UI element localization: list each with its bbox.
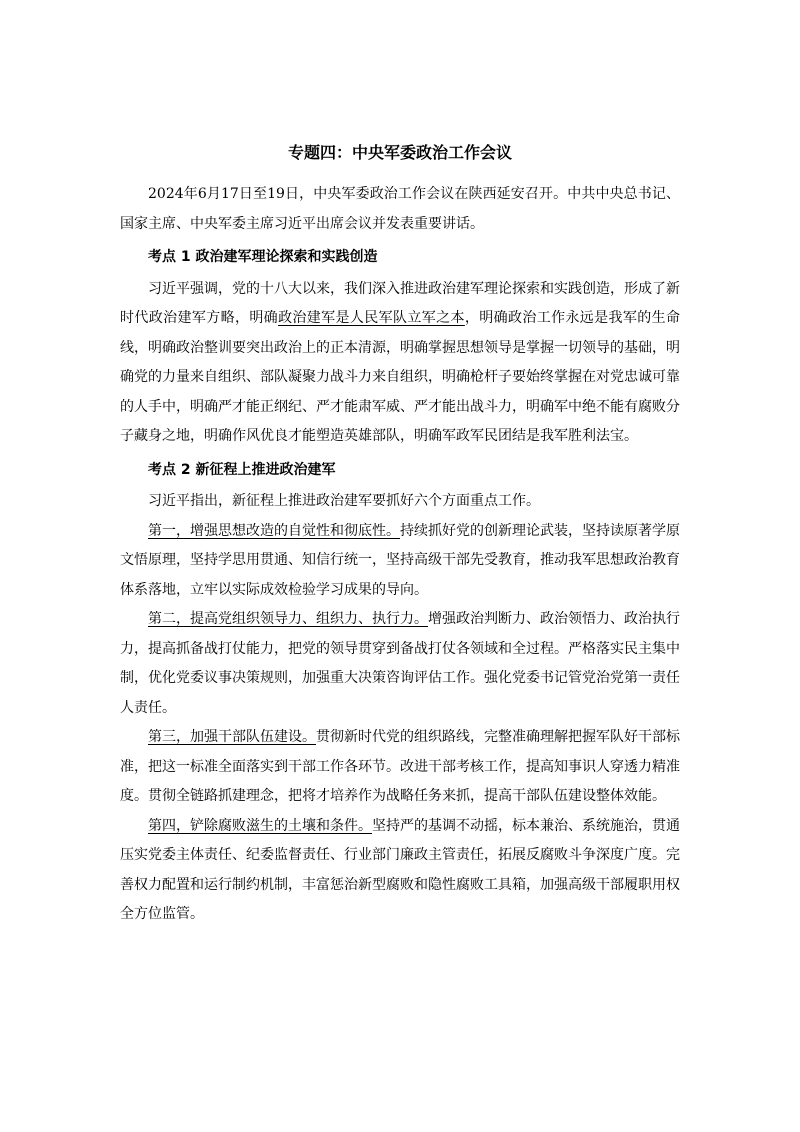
point-3-text: 贯彻新时代党的组织路线，完整准确理解把握军队好干部标准，把这一标准全面落实到干部工作各环节。改进干部考核工作，提高知事识人穿透力精准度。贯彻全链路抓建理念，把将才培养作为战略任务来抓，提高干部队伍建设整体效能。 [120, 729, 680, 804]
point-2-text: 增强政治判断力、政治领悟力、政治执行力，提高抓备战打仗能力，把党的领导贯穿到备战打仗各领域和全过程。严格落实民主集中制，优化党委议事决策规则，加强重大决策咨询评估工作。强化党委书记管党治党第一责任人责任。 [120, 611, 680, 716]
point-4-text: 坚持严的基调不动摇，标本兼治、系统施治，贯通压实党委主体责任、纪委监督责任、行业部门廉政主管责任，拓展反腐败斗争深度广度。完善权力配置和运行制约机制，丰富惩治新型腐败和隐性腐败工具箱，加强高级干部履职用权全方位监管。 [120, 817, 680, 922]
section-1-paragraph [120, 275, 680, 452]
section-1-text-before: 习近平强调，党的十八大以来，我们深入推进政治建军理论探索和实践创造，形成了新时代政治建军方略，明确 [120, 280, 680, 326]
document-body [120, 180, 680, 930]
point-paragraph-3 [120, 723, 680, 812]
point-paragraph-4 [120, 812, 680, 930]
point-paragraph-1 [120, 517, 680, 606]
point-4-heading: 第四，铲除腐败滋生的土壤和条件。 [148, 817, 372, 834]
point-3-heading: 第三，加强干部队伍建设。 [148, 729, 316, 745]
section-2-heading: 考点 2 新征程上推进政治建军 [148, 461, 336, 478]
intro-paragraph: 2024年6月17日至19日，中央军委政治工作会议在陕西延安召开。中共中央总书记、国家主席、中央军委主席习近平出席会议并发表重要讲话。 [120, 186, 680, 232]
section-2-lead: 习近平指出，新征程上推进政治建军要抓好六个方面重点工作。 [148, 493, 540, 509]
point-1-text: 持续抓好党的创新理论武装，坚持读原著学原文悟原理，坚持学思用贯通、知信行统一，坚持高级干部先受教育，推动我军思想政治教育体系落地，立牢以实际成效检验学习成果的导向。 [120, 522, 680, 598]
point-paragraph-2 [120, 605, 680, 723]
underlined-key-phrase: 政治建军是人民军队立军之本 [278, 310, 465, 326]
section-1-text-after: ，明确政治工作永远是我军的生命线，明确政治整训要突出政治上的正本清源，明确掌握思想领导是掌握一切领导的基础，明确党的力量来自组织、部队凝聚力战斗力来自组织，明确枪杆子要始终掌握在对党忠诚可靠的人手中，明确严才能正纲纪、严才能肃军威、严才能出战斗力，明确军中绝不能有腐败分子藏身之地，明确作风优良才能塑造英雄部队，明确军政军民团结是我军胜利法宝。 [120, 310, 681, 444]
point-1-heading: 第一，增强思想改造的自觉性和彻底性。 [148, 522, 400, 539]
page-title: 专题四：中央军委政治工作会议 [287, 143, 512, 162]
point-2-heading: 第二，提高党组织领导力、组织力、执行力。 [148, 611, 428, 627]
section-1-heading: 考点 1 政治建军理论探索和实践创造 [148, 249, 378, 265]
